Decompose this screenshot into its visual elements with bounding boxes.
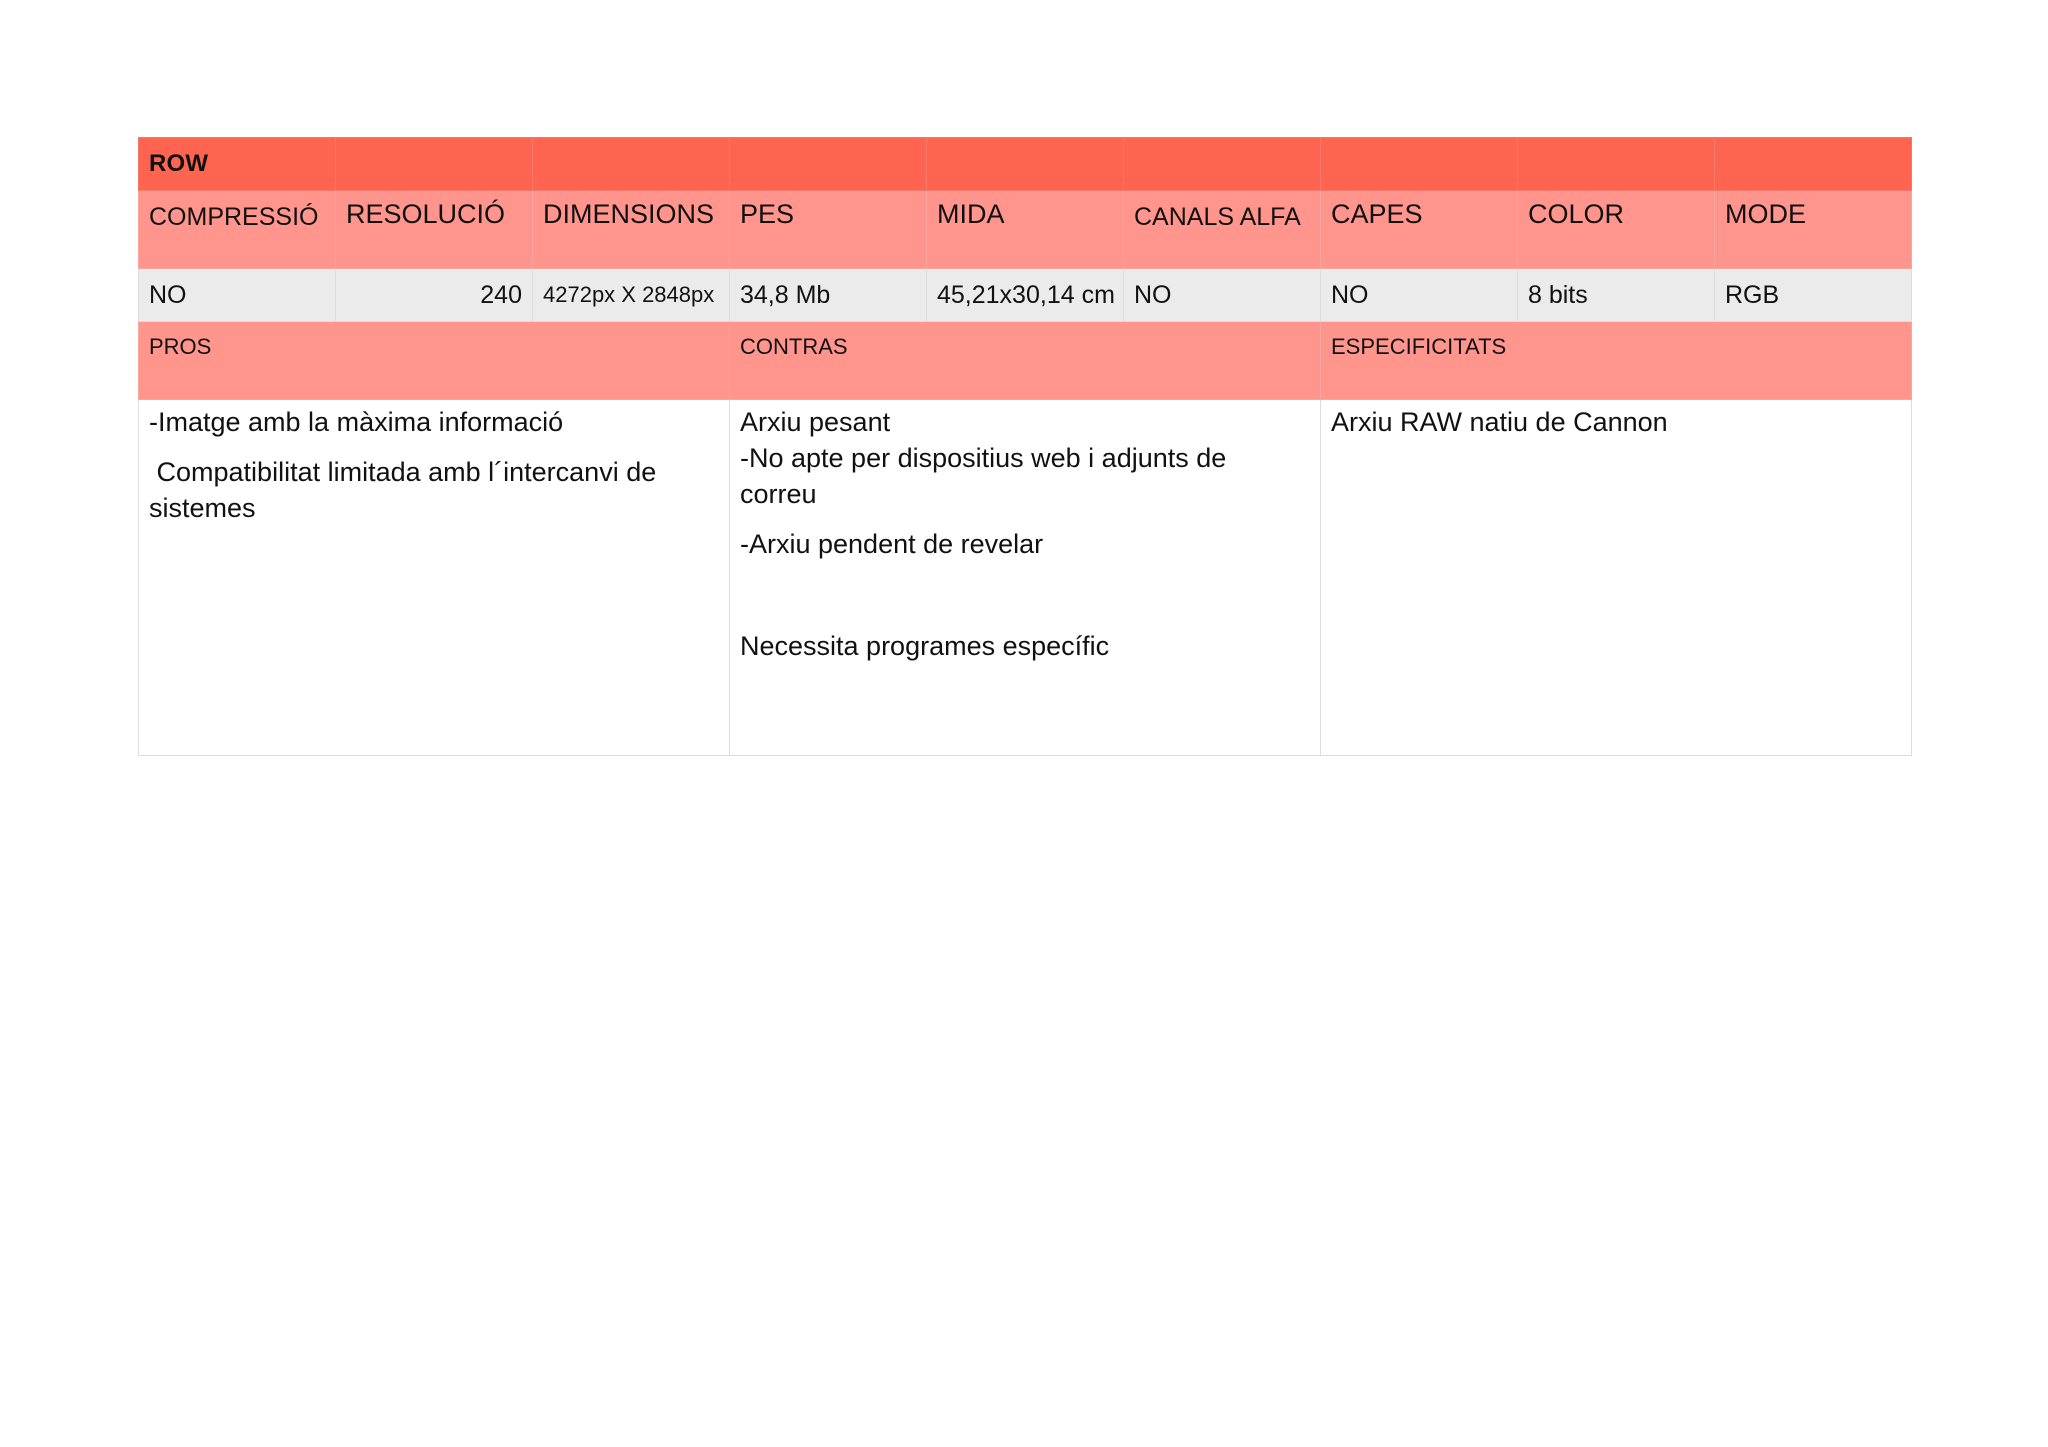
header-row bbox=[139, 191, 1912, 269]
contras-line-4: Necessita programes específic bbox=[740, 631, 1110, 661]
contras-line-1: Arxiu pesant bbox=[740, 407, 891, 437]
section-body-row bbox=[139, 400, 1912, 756]
value-compressio[interactable]: NO bbox=[139, 269, 336, 322]
header-mode[interactable]: MODE bbox=[1715, 191, 1912, 269]
header-dimensions[interactable]: DIMENSIONS bbox=[533, 191, 730, 269]
pros-line-1: -Imatge amb la màxima informació bbox=[149, 407, 564, 437]
header-mida[interactable]: MIDA bbox=[927, 191, 1124, 269]
contras-line-3: -Arxiu pendent de revelar bbox=[740, 529, 1044, 559]
value-color[interactable]: 8 bits bbox=[1518, 269, 1715, 322]
contras-line-2: -No apte per dispositius web i adjunts de correu bbox=[740, 443, 1227, 509]
header-compressio[interactable]: COMPRESSIÓ bbox=[139, 191, 336, 269]
title-row bbox=[139, 138, 1912, 191]
header-capes[interactable]: CAPES bbox=[1321, 191, 1518, 269]
title-row-cell[interactable] bbox=[730, 138, 927, 191]
title-row-cell[interactable] bbox=[927, 138, 1124, 191]
pros-line-2: Compatibilitat limitada amb l´intercanvi de sistemes bbox=[149, 457, 664, 523]
header-pes[interactable]: PES bbox=[730, 191, 927, 269]
title-row-cell[interactable] bbox=[1321, 138, 1518, 191]
value-pes[interactable]: 34,8 Mb bbox=[730, 269, 927, 322]
header-color[interactable]: COLOR bbox=[1518, 191, 1715, 269]
title-row-cell[interactable] bbox=[1715, 138, 1912, 191]
section-especificitats[interactable]: ESPECIFICITATS bbox=[1321, 322, 1912, 400]
values-row bbox=[139, 269, 1912, 322]
value-resolucio[interactable]: 240 bbox=[336, 269, 533, 322]
especificitats-cell[interactable] bbox=[1321, 400, 1912, 756]
table-title: ROW bbox=[149, 150, 209, 177]
spreadsheet-page bbox=[138, 137, 1911, 756]
header-resolucio[interactable]: RESOLUCIÓ bbox=[336, 191, 533, 269]
contras-cell[interactable] bbox=[730, 400, 1321, 756]
format-comparison-table bbox=[138, 137, 1912, 756]
header-canals-alfa[interactable]: CANALS ALFA bbox=[1124, 191, 1321, 269]
section-header-row bbox=[139, 322, 1912, 400]
title-row-cell[interactable] bbox=[1518, 138, 1715, 191]
value-capes[interactable]: NO bbox=[1321, 269, 1518, 322]
title-cell[interactable] bbox=[139, 138, 336, 191]
pros-cell[interactable] bbox=[139, 400, 730, 756]
section-contras[interactable]: CONTRAS bbox=[730, 322, 1321, 400]
title-row-cell[interactable] bbox=[336, 138, 533, 191]
value-canals-alfa[interactable]: NO bbox=[1124, 269, 1321, 322]
value-dimensions[interactable]: 4272px X 2848px bbox=[533, 269, 730, 322]
section-pros[interactable]: PROS bbox=[139, 322, 730, 400]
especificitats-line-1: Arxiu RAW natiu de Cannon bbox=[1331, 407, 1668, 437]
title-row-cell[interactable] bbox=[1124, 138, 1321, 191]
title-row-cell[interactable] bbox=[533, 138, 730, 191]
value-mida[interactable]: 45,21x30,14 cm bbox=[927, 269, 1124, 322]
value-mode[interactable]: RGB bbox=[1715, 269, 1912, 322]
